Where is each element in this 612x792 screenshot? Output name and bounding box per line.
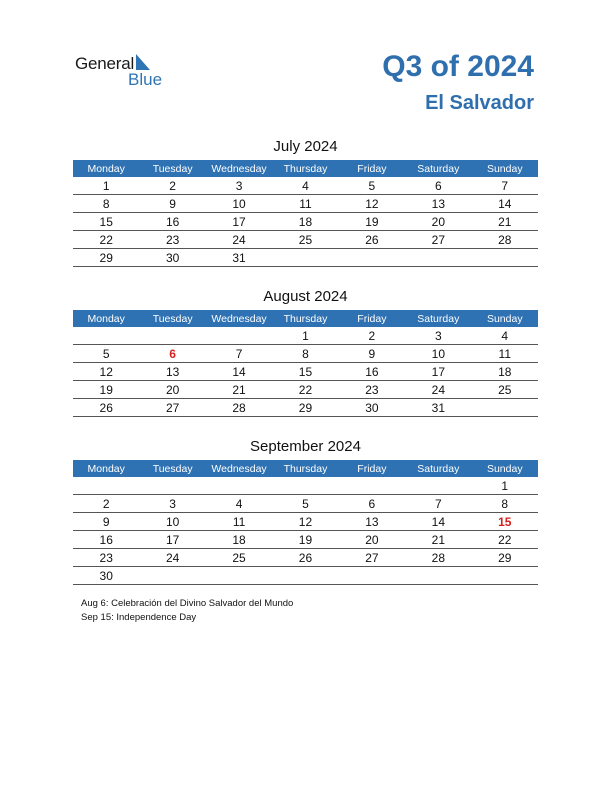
- empty-cell: [206, 327, 272, 345]
- empty-cell: [272, 567, 338, 585]
- week-row: [73, 363, 538, 381]
- day-cell: 21: [405, 531, 471, 549]
- day-cell: 9: [139, 195, 205, 213]
- day-cell: 1: [272, 327, 338, 345]
- week-row: [73, 195, 538, 213]
- day-cell: 19: [339, 213, 405, 231]
- empty-cell: [206, 567, 272, 585]
- day-cell: 24: [206, 231, 272, 249]
- week-row: [73, 213, 538, 231]
- day-cell: 14: [472, 195, 538, 213]
- month-title: July 2024: [273, 138, 338, 155]
- weekday-header: Monday: [73, 160, 139, 177]
- day-cell: 15: [272, 363, 338, 381]
- week-row: [73, 513, 538, 531]
- day-cell: 10: [405, 345, 471, 363]
- week-row: [73, 477, 538, 495]
- day-cell: 24: [405, 381, 471, 399]
- day-cell: 27: [339, 549, 405, 567]
- day-cell: 17: [139, 531, 205, 549]
- empty-cell: [339, 567, 405, 585]
- day-cell: 21: [472, 213, 538, 231]
- week-row: [73, 345, 538, 363]
- day-cell: 29: [472, 549, 538, 567]
- day-cell: 20: [139, 381, 205, 399]
- day-cell: 5: [339, 177, 405, 195]
- month-title: September 2024: [250, 438, 361, 455]
- weekday-header: Thursday: [272, 160, 338, 177]
- logo-triangle-icon: [136, 54, 150, 70]
- logo-word-blue: Blue: [128, 70, 163, 89]
- empty-cell: [472, 249, 538, 267]
- empty-cell: [472, 567, 538, 585]
- weekday-header: Tuesday: [139, 460, 205, 477]
- weekday-header-row: [73, 160, 538, 177]
- weekday-header: Saturday: [405, 460, 471, 477]
- day-cell: 3: [206, 177, 272, 195]
- week-row: [73, 327, 538, 345]
- day-cell: 21: [206, 381, 272, 399]
- weekday-header: Tuesday: [139, 160, 205, 177]
- day-cell: 11: [206, 513, 272, 531]
- weekday-header: Monday: [73, 460, 139, 477]
- weekday-header-row: [73, 460, 538, 477]
- month-title: August 2024: [263, 288, 348, 305]
- day-cell: 27: [139, 399, 205, 417]
- empty-cell: [405, 477, 471, 495]
- day-cell: 7: [405, 495, 471, 513]
- week-row: [73, 231, 538, 249]
- calendar-body: [73, 177, 538, 267]
- day-cell: 18: [472, 363, 538, 381]
- empty-cell: [405, 567, 471, 585]
- day-cell: 18: [206, 531, 272, 549]
- weekday-header: Sunday: [472, 310, 538, 327]
- day-cell: 11: [472, 345, 538, 363]
- day-cell: 26: [339, 231, 405, 249]
- weekday-header: Sunday: [472, 460, 538, 477]
- day-cell: 3: [139, 495, 205, 513]
- day-cell: 28: [405, 549, 471, 567]
- empty-cell: [405, 249, 471, 267]
- weekday-header: Wednesday: [206, 160, 272, 177]
- day-cell: 20: [405, 213, 471, 231]
- day-cell: 23: [339, 381, 405, 399]
- calendar-body: [73, 477, 538, 585]
- weekday-header: Wednesday: [206, 460, 272, 477]
- month-july: [73, 138, 538, 267]
- day-cell: 2: [139, 177, 205, 195]
- weekday-header: Saturday: [405, 310, 471, 327]
- empty-cell: [339, 249, 405, 267]
- calendar-grid: [73, 460, 538, 585]
- weekday-header-row: [73, 310, 538, 327]
- weekday-header: Friday: [339, 310, 405, 327]
- day-cell: 30: [339, 399, 405, 417]
- day-cell: 31: [206, 249, 272, 267]
- weekday-header: Saturday: [405, 160, 471, 177]
- day-cell: 27: [405, 231, 471, 249]
- day-cell: 13: [339, 513, 405, 531]
- week-row: [73, 177, 538, 195]
- day-cell: 25: [272, 231, 338, 249]
- day-cell: 13: [405, 195, 471, 213]
- empty-cell: [73, 477, 139, 495]
- day-cell: 26: [73, 399, 139, 417]
- country-name: El Salvador: [425, 92, 534, 114]
- empty-cell: [206, 477, 272, 495]
- empty-cell: [139, 327, 205, 345]
- day-cell: 16: [339, 363, 405, 381]
- calendar-body: [73, 327, 538, 417]
- weekday-header: Thursday: [272, 460, 338, 477]
- weekday-header: Sunday: [472, 160, 538, 177]
- day-cell: 12: [339, 195, 405, 213]
- day-cell: 8: [472, 495, 538, 513]
- day-cell: 16: [139, 213, 205, 231]
- empty-cell: [472, 399, 538, 417]
- week-row: [73, 381, 538, 399]
- day-cell: 6: [405, 177, 471, 195]
- empty-cell: [73, 327, 139, 345]
- day-cell: 17: [405, 363, 471, 381]
- empty-cell: [139, 477, 205, 495]
- day-cell: 19: [272, 531, 338, 549]
- month-september: [73, 438, 538, 585]
- logo-word-general: General: [75, 54, 135, 73]
- day-cell: 4: [472, 327, 538, 345]
- day-cell: 12: [73, 363, 139, 381]
- generalblue-logo: [75, 52, 175, 92]
- day-cell: 17: [206, 213, 272, 231]
- weekday-header: Tuesday: [139, 310, 205, 327]
- day-cell: 22: [472, 531, 538, 549]
- day-cell: 18: [272, 213, 338, 231]
- day-cell: 14: [405, 513, 471, 531]
- weekday-header: Friday: [339, 460, 405, 477]
- day-cell: 25: [206, 549, 272, 567]
- weekday-header: Wednesday: [206, 310, 272, 327]
- day-cell: 31: [405, 399, 471, 417]
- day-cell: 2: [339, 327, 405, 345]
- day-cell: 14: [206, 363, 272, 381]
- day-cell: 20: [339, 531, 405, 549]
- day-cell: 4: [272, 177, 338, 195]
- week-row: [73, 495, 538, 513]
- day-cell: 29: [73, 249, 139, 267]
- day-cell: 13: [139, 363, 205, 381]
- day-cell: 5: [272, 495, 338, 513]
- day-cell: 9: [339, 345, 405, 363]
- day-cell: 5: [73, 345, 139, 363]
- day-cell: 4: [206, 495, 272, 513]
- quarter-title: Q3 of 2024: [382, 50, 534, 83]
- day-cell: 12: [272, 513, 338, 531]
- empty-cell: [272, 477, 338, 495]
- day-cell: 29: [272, 399, 338, 417]
- holiday-notes: [81, 597, 293, 624]
- calendar-grid: [73, 160, 538, 267]
- day-cell: 7: [472, 177, 538, 195]
- weekday-header: Monday: [73, 310, 139, 327]
- day-cell: 10: [206, 195, 272, 213]
- week-row: [73, 549, 538, 567]
- day-cell: 9: [73, 513, 139, 531]
- day-cell: 23: [73, 549, 139, 567]
- day-cell: 28: [206, 399, 272, 417]
- holiday-note: Aug 6: Celebración del Divino Salvador del Mundo: [81, 598, 294, 609]
- holiday-day-cell: 6: [139, 345, 205, 363]
- day-cell: 23: [139, 231, 205, 249]
- day-cell: 11: [272, 195, 338, 213]
- day-cell: 10: [139, 513, 205, 531]
- week-row: [73, 249, 538, 267]
- day-cell: 8: [272, 345, 338, 363]
- day-cell: 2: [73, 495, 139, 513]
- day-cell: 28: [472, 231, 538, 249]
- day-cell: 1: [73, 177, 139, 195]
- day-cell: 16: [73, 531, 139, 549]
- day-cell: 30: [73, 567, 139, 585]
- day-cell: 3: [405, 327, 471, 345]
- day-cell: 1: [472, 477, 538, 495]
- day-cell: 15: [73, 213, 139, 231]
- day-cell: 8: [73, 195, 139, 213]
- day-cell: 22: [73, 231, 139, 249]
- week-row: [73, 567, 538, 585]
- week-row: [73, 531, 538, 549]
- day-cell: 25: [472, 381, 538, 399]
- day-cell: 24: [139, 549, 205, 567]
- holiday-note: Sep 15: Independence Day: [81, 611, 197, 623]
- day-cell: 26: [272, 549, 338, 567]
- calendar-grid: [73, 310, 538, 417]
- day-cell: 7: [206, 345, 272, 363]
- empty-cell: [339, 477, 405, 495]
- weekday-header: Friday: [339, 160, 405, 177]
- week-row: [73, 399, 538, 417]
- month-august: [73, 288, 538, 417]
- weekday-header: Thursday: [272, 310, 338, 327]
- day-cell: 22: [272, 381, 338, 399]
- holiday-day-cell: 15: [472, 513, 538, 531]
- empty-cell: [272, 249, 338, 267]
- day-cell: 6: [339, 495, 405, 513]
- empty-cell: [139, 567, 205, 585]
- day-cell: 19: [73, 381, 139, 399]
- day-cell: 30: [139, 249, 205, 267]
